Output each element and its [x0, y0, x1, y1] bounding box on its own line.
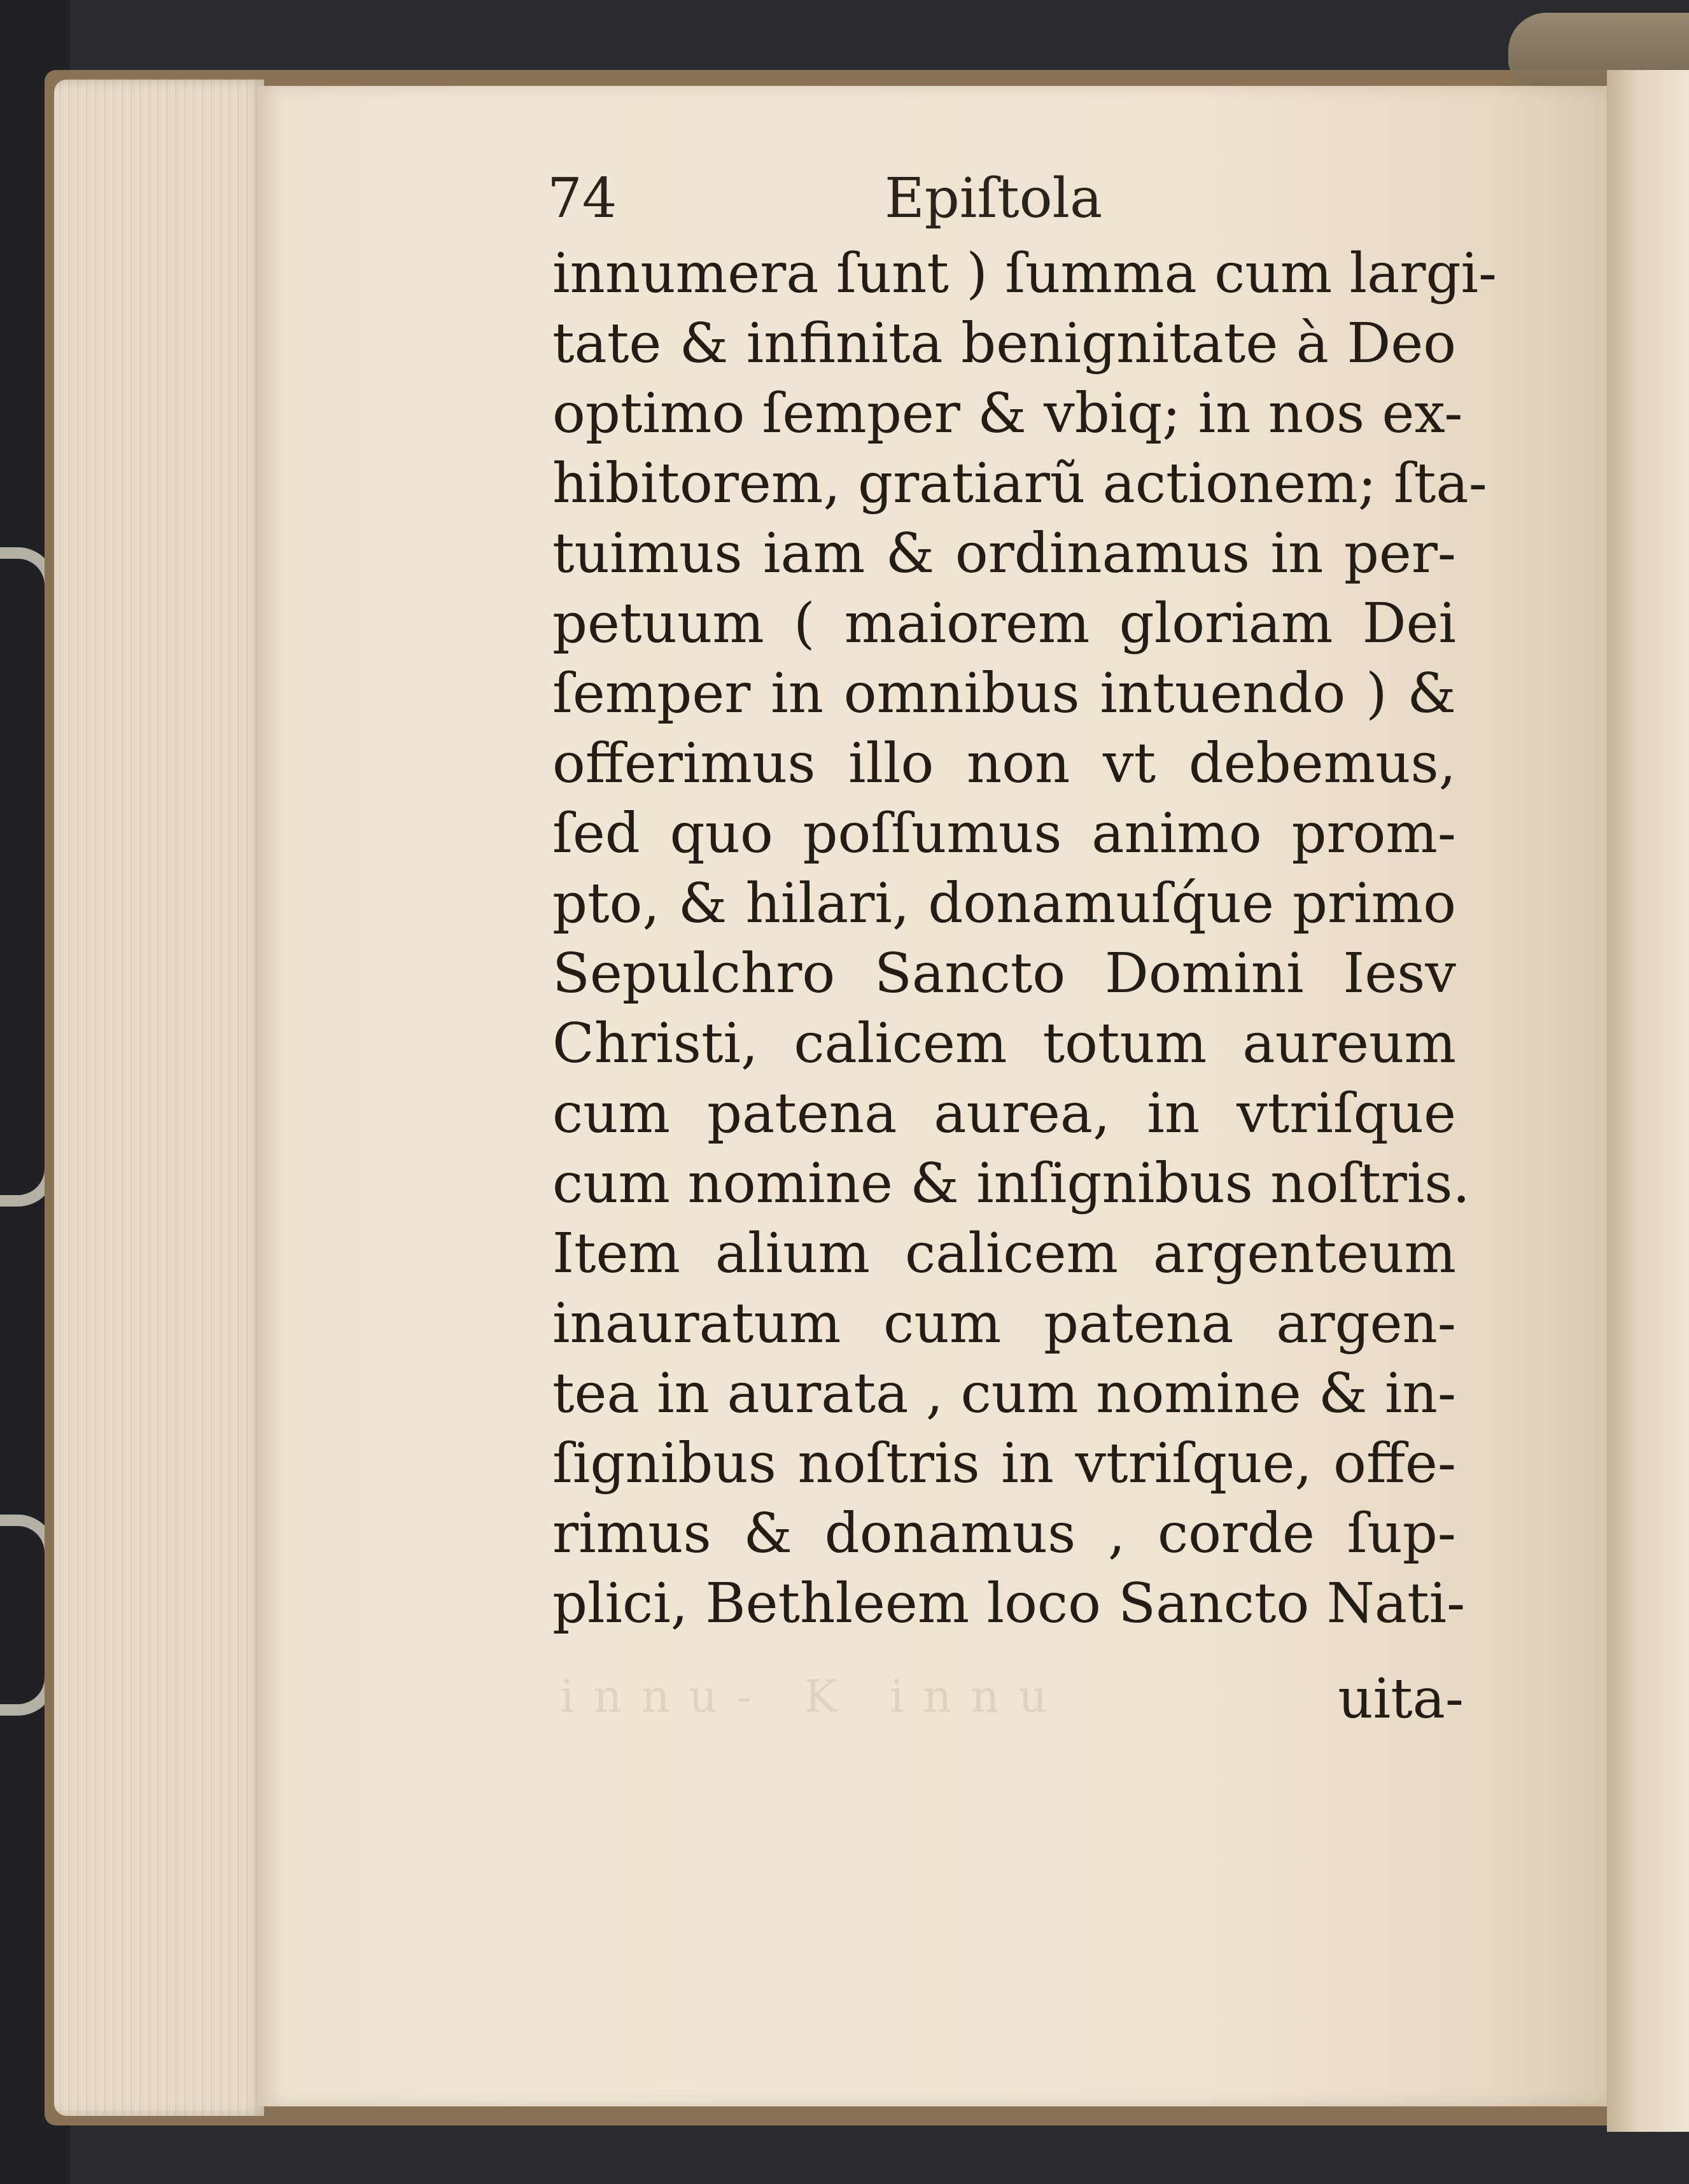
text-line: ſemper in omnibus intuendo ) &: [552, 662, 1456, 725]
text-line: ſed quo poſſumus animo prom-: [552, 802, 1456, 865]
page-edges: [54, 80, 264, 2116]
text-line: optimo ſemper & vbiq; in nos ex-: [552, 382, 1463, 445]
body-text: [552, 239, 1497, 1639]
text-line: cum patena aurea, in vtriſque: [552, 1082, 1456, 1145]
text-line: tea in aurata , cum nomine & in-: [552, 1362, 1456, 1425]
text-line: tuimus iam & ordinamus in per-: [552, 522, 1456, 585]
page-gutter: [1607, 70, 1689, 2132]
text-line: inauratum cum patena argen-: [552, 1292, 1456, 1355]
page-header: [547, 167, 1184, 237]
catchword: uita-: [1338, 1667, 1464, 1731]
text-line: innumera ſunt ) ſumma cum largi-: [552, 242, 1497, 305]
text-line: Christi, calicem totum aureum: [552, 1012, 1456, 1075]
text-line: Item alium calicem argenteum: [552, 1222, 1456, 1285]
text-line: plici, Bethleem loco Sancto Nati-: [552, 1572, 1466, 1635]
text-line: tate & infinita benignitate à Deo: [552, 312, 1456, 375]
text-line: ſignibus noſtris in vtriſque, offe-: [552, 1432, 1456, 1495]
text-line: hibitorem, gratiarũ actionem; ſta-: [552, 452, 1487, 515]
text-line: cum nomine & inſignibus noſtris.: [552, 1152, 1470, 1215]
text-line: pto, & hilari, donamuſq́ue primo: [552, 872, 1456, 935]
text-line: Sepulchro Sancto Domini Iesv: [552, 942, 1456, 1005]
text-line: petuum ( maiorem gloriam Dei: [552, 592, 1456, 655]
text-line: offerimus illo non vt debemus,: [552, 732, 1456, 795]
running-title: Epiſtola: [885, 167, 1103, 230]
show-through-text: innu- K innu: [560, 1670, 1067, 1723]
page-number: 74: [547, 167, 617, 230]
text-line: rimus & donamus , corde ſup-: [552, 1502, 1456, 1565]
